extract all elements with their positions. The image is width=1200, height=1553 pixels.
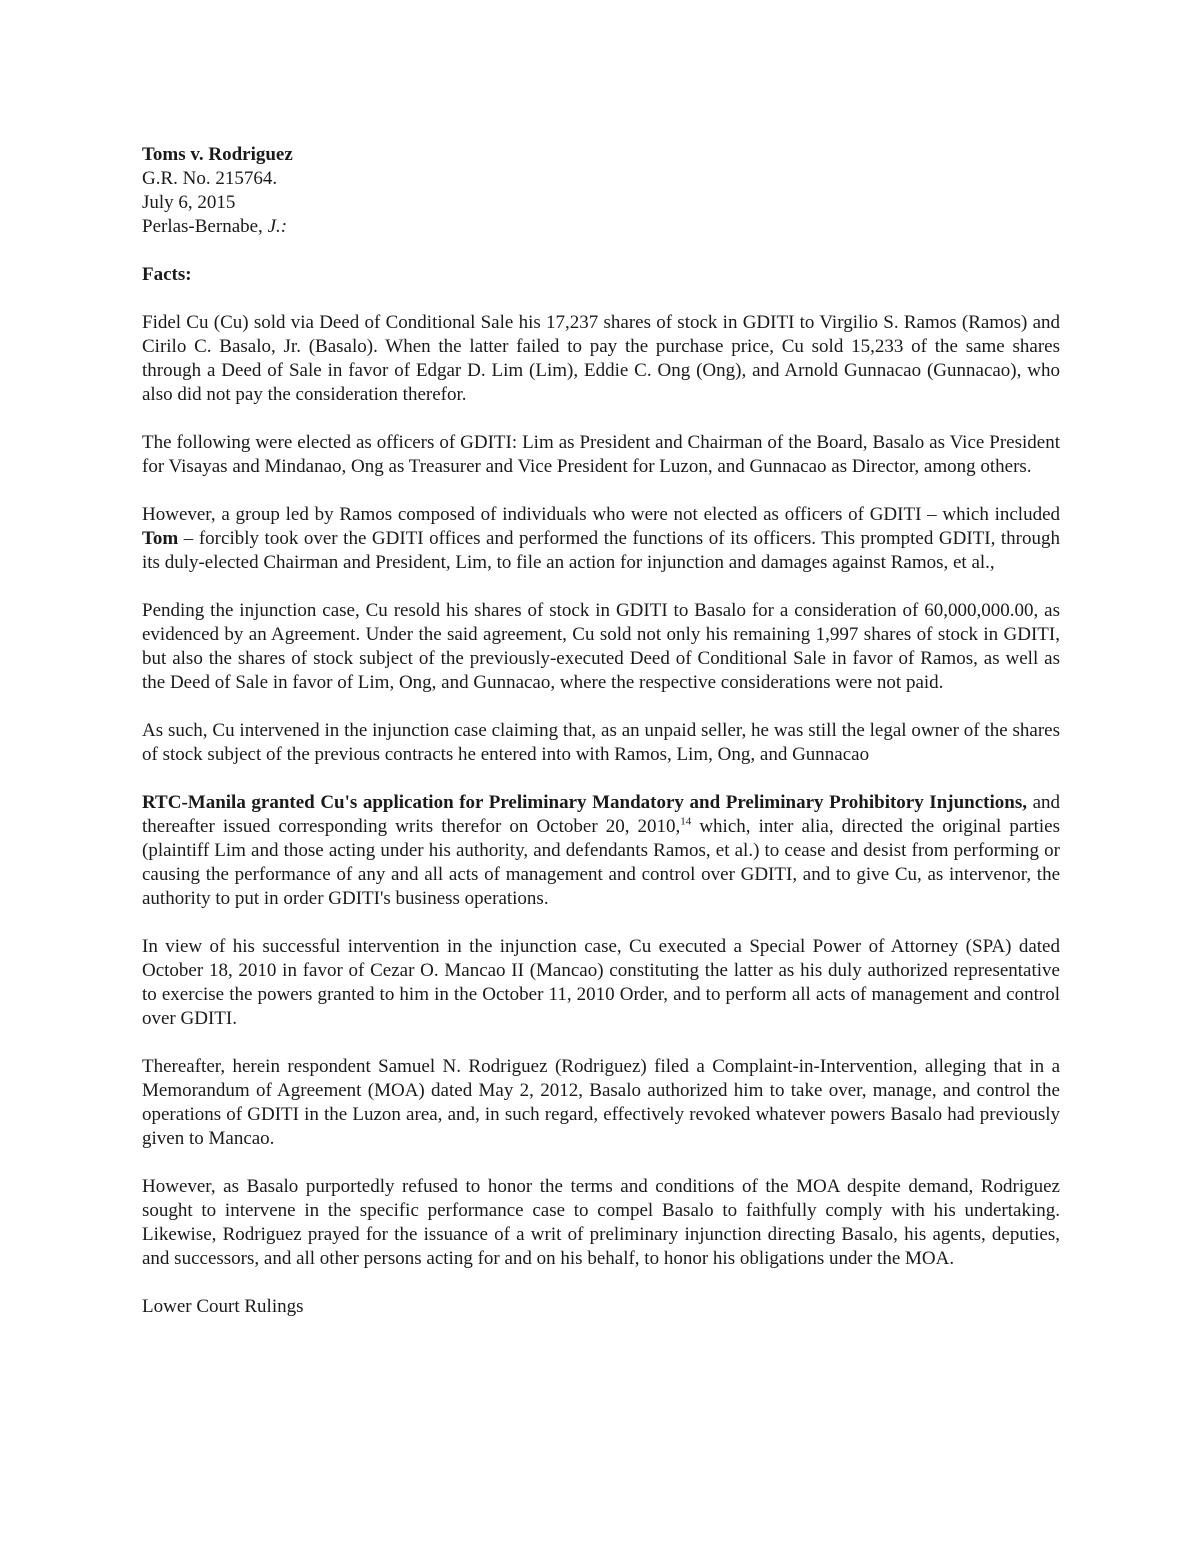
p3-text-b: – forcibly took over the GDITI offices and performed the functions of its officers. This prompted GDITI, through its duly-elected Chairman and President, Lim, to file an action for injunction and damages against Ramos, et al., <box>142 528 1060 573</box>
facts-paragraph-5: As such, Cu intervened in the injunction case claiming that, as an unpaid seller, he was still the legal owner of the shares of stock subject of the previous contracts he entered into with Ramos, Lim, Ong, and Gunnacao <box>142 720 1060 765</box>
facts-paragraph-8: Thereafter, herein respondent Samuel N. Rodriguez (Rodriguez) filed a Complaint-in-Intervention, alleging that in a Memorandum of Agreement (MOA) dated May 2, 2012, Basalo authorized him to take over, manage, and control the operations of GDITI in the Luzon area, and, in such regard, effectively revoked whatever powers Basalo had previously given to Mancao. <box>142 1056 1060 1149</box>
lower-court-heading: Lower Court Rulings <box>142 1296 304 1317</box>
case-title: Toms v. Rodriguez <box>142 144 293 165</box>
facts-heading: Facts: <box>142 264 192 285</box>
gr-number: G.R. No. 215764. <box>142 168 278 189</box>
p6-bold-text: RTC-Manila granted Cu's application for Preliminary Mandatory and Preliminary Prohibitory Injunctions, <box>142 792 1027 813</box>
document-page <box>142 143 1060 1319</box>
facts-paragraph-6 <box>142 791 1060 911</box>
facts-paragraph-7: In view of his successful intervention in the injunction case, Cu executed a Special Power of Attorney (SPA) dated October 18, 2010 in favor of Cezar O. Mancao II (Mancao) constituting the latter as his duly authorized representative to exercise the powers granted to him in the October 11, 2010 Order, and to perform all acts of management and control over GDITI. <box>142 936 1060 1029</box>
facts-paragraph-1: Fidel Cu (Cu) sold via Deed of Conditional Sale his 17,237 shares of stock in GDITI to Virgilio S. Ramos (Ramos) and Cirilo C. Basalo, Jr. (Basalo). When the latter failed to pay the purchase price, Cu sold 15,233 of the same shares through a Deed of Sale in favor of Edgar D. Lim (Lim), Eddie C. Ong (Ong), and Arnold Gunnacao (Gunnacao), who also did not pay the consideration therefor. <box>142 312 1060 405</box>
facts-paragraph-4: Pending the injunction case, Cu resold his shares of stock in GDITI to Basalo for a consideration of 60,000,000.00, as evidenced by an Agreement. Under the said agreement, Cu sold not only his remaining 1,997 shares of stock in GDITI, but also the shares of stock subject of the previously-executed Deed of Conditional Sale in favor of Ramos, as well as the Deed of Sale in favor of Lim, Ong, and Gunnacao, where the respective considerations were not paid. <box>142 600 1060 693</box>
ponente-name: Perlas-Bernabe, <box>142 216 268 237</box>
facts-paragraph-3 <box>142 503 1060 575</box>
p3-text-a: However, a group led by Ramos composed of individuals who were not elected as officers of GDITI – which included <box>142 504 1060 525</box>
p3-bold-name: Tom <box>142 528 179 549</box>
p6-text-b: which, inter alia, directed the original parties (plaintiff Lim and those acting under his authority, and defendants Ramos, et al.) to cease and desist from performing or causing the performance of any and all acts of management and control over GDITI, and to give Cu, as intervenor, the authority to put in order GDITI's business operations. <box>142 816 1060 909</box>
footnote-ref: 14 <box>680 815 692 828</box>
ponente-suffix: J.: <box>267 216 288 237</box>
p6-text-a: and thereafter issued corresponding writs therefor on October 20, 2010, <box>142 792 1060 837</box>
facts-paragraph-9: However, as Basalo purportedly refused to honor the terms and conditions of the MOA despite demand, Rodriguez sought to intervene in the specific performance case to compel Basalo to faithfully comply with his undertaking. Likewise, Rodriguez prayed for the issuance of a writ of preliminary injunction directing Basalo, his agents, deputies, and successors, and all other persons acting for and on his behalf, to honor his obligations under the MOA. <box>142 1176 1060 1269</box>
decision-date: July 6, 2015 <box>142 192 236 213</box>
facts-paragraph-2: The following were elected as officers of GDITI: Lim as President and Chairman of the Board, Basalo as Vice President for Visayas and Mindanao, Ong as Treasurer and Vice President for Luzon, and Gunnacao as Director, among others. <box>142 432 1060 477</box>
ponente <box>142 215 1060 239</box>
